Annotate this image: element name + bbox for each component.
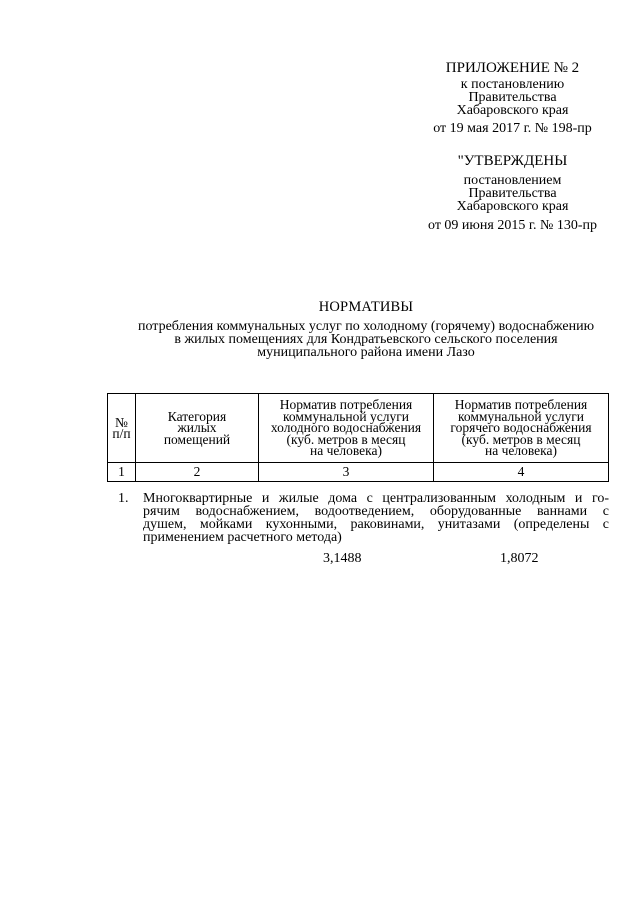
approved-line: постановлением [463, 173, 562, 188]
column-number: 2 [136, 463, 259, 482]
approved-date: от 09 июня 2015 г. № 130-пр [428, 218, 597, 233]
approved-line: Хабаровского края [456, 199, 569, 214]
annex-line: к постановлению [460, 77, 565, 92]
cold-water-value: 3,1488 [323, 551, 362, 566]
column-number: 3 [259, 463, 434, 482]
header-hot-water: Норматив потребления коммунальной услуги горячего водоснабжения (куб. метров в месяц на человека) [434, 394, 609, 463]
approved-line: Правительства [468, 186, 557, 201]
annex-line: Правительства [468, 90, 557, 105]
item-description-line: Многоквартирные и жилые дома с централизованным холодным и го- [143, 491, 609, 506]
table-column-numbers-row [108, 463, 609, 482]
annex-title: ПРИЛОЖЕНИЕ № 2 [445, 60, 580, 76]
table-header-row [108, 394, 609, 463]
item-number: 1. [118, 491, 129, 506]
header-category: Категория жилых помещений [136, 394, 259, 463]
column-number: 4 [434, 463, 609, 482]
document-subtitle-line: в жилых помещениях для Кондратьевского сельского поселения [174, 332, 558, 347]
item-description-line: применением расчетного метода) [143, 530, 342, 545]
item-description-line: рячим водоснабжением, водоотведением, оборудованные ваннами с [143, 504, 609, 519]
annex-date: от 19 мая 2017 г. № 198-пр [433, 121, 592, 136]
hot-water-value: 1,8072 [500, 551, 539, 566]
annex-block [400, 62, 625, 135]
item-description [143, 492, 609, 544]
approved-title: "УТВЕРЖДЕНЫ [457, 153, 568, 169]
item-description-line: душем, мойками кухонными, раковинами, унитазами (определены с [143, 517, 609, 532]
column-number: 1 [108, 463, 136, 482]
document-title-block [96, 300, 636, 359]
header-cold-water: Норматив потребления коммунальной услуги холодного водоснабжения (куб. метров в месяц на человека) [259, 394, 434, 463]
approved-block [400, 155, 625, 232]
document-title: НОРМАТИВЫ [318, 299, 414, 315]
header-number: № п/п [108, 394, 136, 463]
document-subtitle-line: потребления коммунальных услуг по холодному (горячему) водоснабжению [137, 319, 595, 334]
norms-table [107, 393, 609, 482]
document-subtitle-line: муниципального района имени Лазо [257, 345, 475, 360]
annex-line: Хабаровского края [456, 103, 569, 118]
